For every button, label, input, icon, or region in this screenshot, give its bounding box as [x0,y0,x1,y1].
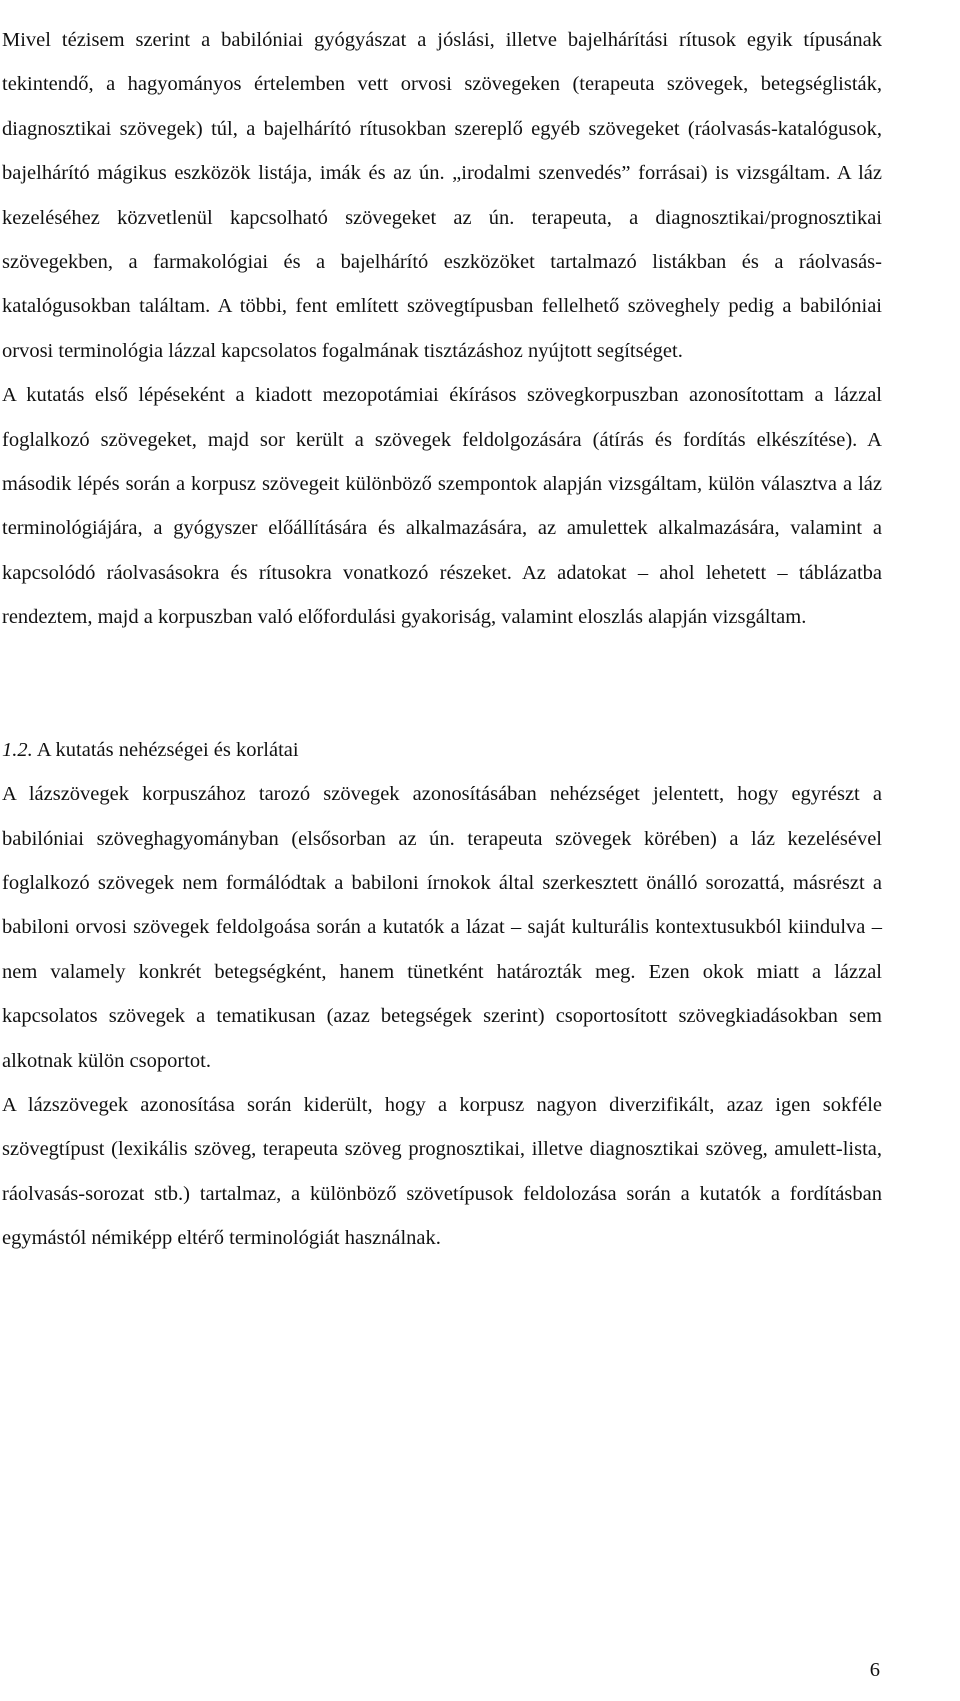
page-number: 6 [869,1659,880,1681]
body-paragraph-1: Mivel tézisem szerint a babilóniai gyógyászat a jóslási, illetve bajelhárítási rítusok egyik típusának tekintendő, a hagyományos értelemben vett orvosi szövegeken (terapeuta szövegek, betegséglisták, diagnosztikai szövegek) túl, a bajelhárító rítusokban szereplő egyéb szövegeket (ráolvasás-katalógusok, bajelhárító mágikus eszközök listája, imák és az ún. „irodalmi szenvedés” forrásai) is vizsgáltam. A láz kezeléséhez közvetlenül kapcsolható szövegeket az ún. terapeuta, a diagnosztikai/prognosztikai szövegekben, a farmakológiai és a bajelhárító eszközöket tartalmazó listákban és a ráolvasás-katalógusokban találtam. A többi, fent említett szövegtípusban fellelhető szöveghely pedig a babilóniai orvosi terminológia lázzal kapcsolatos fogalmának tisztázáshoz nyújtott segítséget. [2,29,882,362]
section-paragraph-1: A lázszövegek korpuszához tarozó szövegek azonosításában nehézséget jelentett, hogy egyrészt a babilóniai szöveghagyományban (elsősorban az ún. terapeuta szövegek körében) a láz kezelésével foglalkozó szövegek nem formálódtak a babiloni írnokok által szerkesztett önálló sorozattá, másrészt a babiloni orvosi szövegek feldolgoása során a kutatók a lázat – saját kulturális kontextusukból kiindulva – nem valamely konkrét betegségként, hanem tünetként határozták meg. Ezen okok miatt a lázzal kapcsolatos szövegek a tematikusan (azaz betegségek szerint) csoportosított szövegkiadásokban sem alkotnak külön csoportot. [2,783,882,1072]
section-number: 1.2. [2,738,33,761]
section-paragraph-2: A lázszövegek azonosítása során kiderült, hogy a korpusz nagyon diverzifikált, azaz igen sokféle szövegtípust (lexikális szöveg, terapeuta szöveg prognosztikai, illetve diagnosztikai szöveg, amulett-lista, ráolvasás-sorozat stb.) tartalmaz, a különböző szövetípusok feldolozása során a kutatók a fordításban egymástól némiképp eltérő terminológiát használnak. [2,1093,882,1250]
page-content [2,18,882,1261]
body-paragraph-2: A kutatás első lépéseként a kiadott mezopotámiai ékírásos szövegkorpuszban azonosítottam a lázzal foglalkozó szövegeket, majd sor került a szövegek feldolgozására (átírás és fordítás elkészítése). A második lépés során a korpusz szövegeit különböző szempontok alapján vizsgáltam, külön választva a láz terminológiájára, a gyógyszer előállítására és alkalmazására, az amulettek alkalmazására, valamint a kapcsolódó ráolvasásokra és rítusokra vonatkozó részeket. Az adatokat – ahol lehetett – táblázatba rendeztem, majd a korpuszban való előfordulási gyakoriság, valamint eloszlás alapján vizsgáltam. [2,384,882,629]
section-heading [2,728,882,772]
section-title: A kutatás nehézségei és korlátai [32,738,299,761]
section-spacer [2,640,882,728]
